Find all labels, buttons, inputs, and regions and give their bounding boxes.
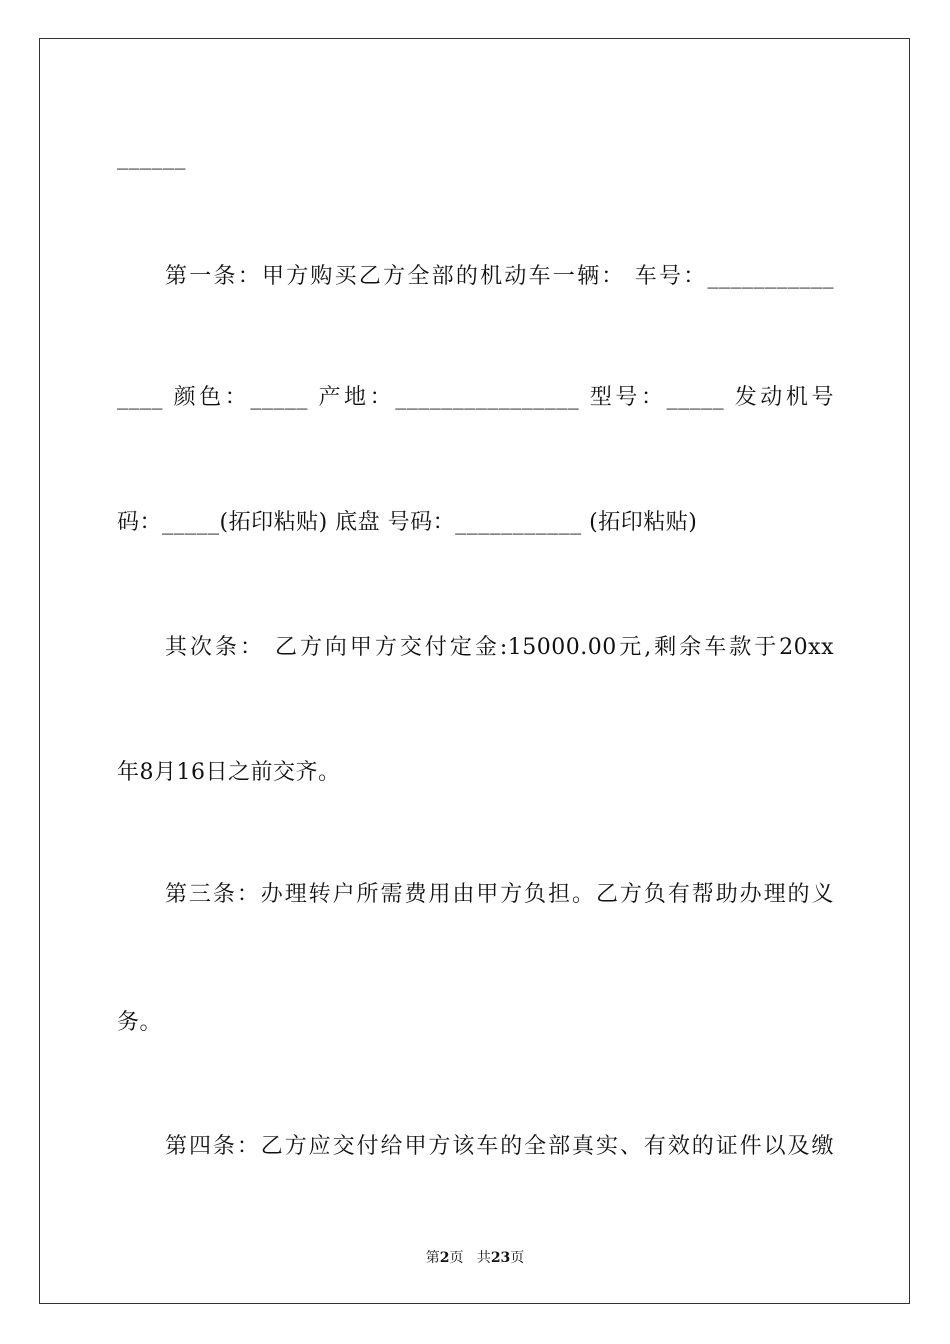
footer-total-pages: 23 bbox=[490, 1250, 511, 1266]
clause-2-line-2: 年8月16日之前交齐。 bbox=[117, 760, 341, 785]
clause-1-line-3: 码：_____(拓印粘贴) 底盘 号码：___________ (拓印粘贴) bbox=[117, 510, 698, 535]
footer-page-prefix: 第 bbox=[425, 1250, 440, 1266]
clause-3-line-1: 第三条：办理转户所需费用由甲方负担。乙方负有帮助办理的义 bbox=[165, 882, 834, 907]
page-border bbox=[39, 38, 910, 1304]
footer-total-prefix: 共 bbox=[476, 1250, 491, 1266]
clause-2-line-1: 其次条： 乙方向甲方交付定金:15000.00元,剩余车款于20xx bbox=[165, 635, 834, 660]
footer-page-number: 2 bbox=[439, 1250, 450, 1266]
clause-1-line-1: 第一条：甲方购买乙方全部的机动车一辆： 车号：___________ bbox=[165, 264, 834, 289]
clause-1-line-2: ____ 颜色：_____ 产地：________________ 型号：_____ 发动机号 bbox=[117, 385, 834, 410]
footer-page-suffix: 页 bbox=[449, 1250, 464, 1266]
footer-total-suffix: 页 bbox=[510, 1250, 525, 1266]
blank-underline-line: ______ bbox=[117, 145, 186, 170]
clause-3-line-2: 务。 bbox=[117, 1010, 163, 1035]
page-footer bbox=[0, 1249, 950, 1267]
clause-4-line-1: 第四条：乙方应交付给甲方该车的全部真实、有效的证件以及缴 bbox=[165, 1134, 834, 1159]
